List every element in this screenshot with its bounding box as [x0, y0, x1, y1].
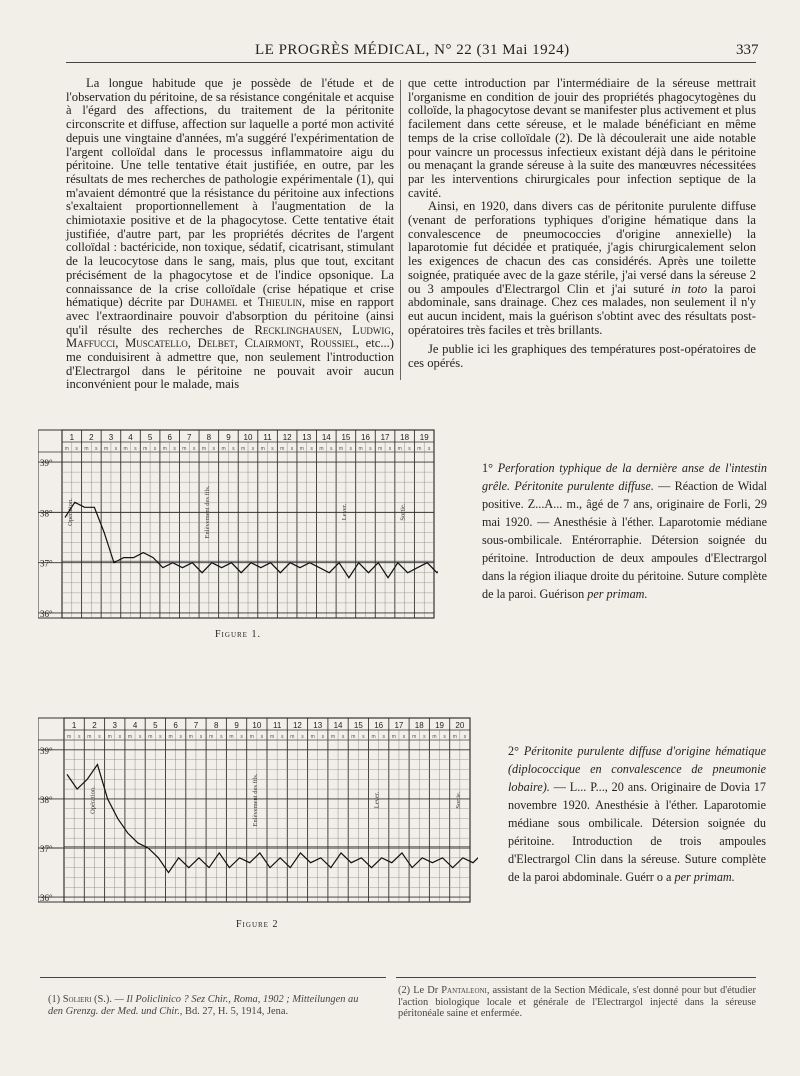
evening-label: s — [199, 734, 203, 740]
day-label: 6 — [167, 433, 172, 442]
evening-label: s — [423, 734, 426, 740]
day-label: 8 — [214, 721, 219, 730]
evening-label: s — [220, 734, 223, 740]
page-number: 337 — [736, 42, 759, 58]
caption-2-end: per primam. — [674, 870, 735, 884]
day-label: 17 — [394, 721, 404, 730]
day-label: 8 — [206, 433, 212, 442]
morning-label: m — [269, 734, 275, 740]
morning-label: m — [249, 734, 254, 740]
evening-label: s — [310, 446, 313, 452]
header-rule — [66, 62, 756, 63]
chart-annotation: Sortie. — [454, 791, 462, 809]
evening-label: s — [388, 446, 392, 452]
footnote-2-number: (2) — [398, 985, 411, 996]
chart-annotation: Enlèvement des fils. — [203, 485, 211, 539]
day-label: 18 — [414, 721, 424, 730]
chart-annotation: Sortie. — [399, 503, 407, 521]
morning-label: m — [127, 734, 133, 740]
day-label: 16 — [361, 433, 370, 442]
caption-1-title: Perforation typhique de la dernière anse de l'intestin grêle. Péritonite purulente diffuse. — [482, 461, 767, 493]
day-label: 3 — [108, 433, 114, 442]
day-label: 9 — [234, 721, 239, 730]
morning-label: m — [260, 446, 265, 452]
y-tick-label: 38° — [40, 508, 53, 519]
morning-label: m — [371, 734, 376, 740]
evening-label: s — [408, 446, 411, 452]
y-tick-label: 36° — [40, 893, 53, 904]
day-label: 10 — [252, 721, 262, 730]
left-text-2: , mise en rapport avec l'extraordinaire pouvoir d'absorption du péritoine (ainsi qu'il résulte des recherches de — [66, 295, 394, 337]
morning-label: m — [280, 446, 285, 452]
day-label: 5 — [147, 433, 153, 442]
y-tick-label: 39° — [40, 745, 53, 756]
author-thieulin: Thieulin — [257, 295, 302, 310]
day-label: 3 — [112, 721, 117, 730]
right-text-2b: la paroi abdominale, sans drainage. Chez ces malades, non seulement il n'y eut aucun incident, mais la guérison s'obtint avec des résultats post-opératoires très faciles et très brillants. — [408, 281, 756, 337]
chart-annotation: Lever. — [373, 791, 381, 809]
column-divider — [400, 80, 401, 380]
morning-label: m — [87, 734, 92, 740]
evening-label: s — [382, 734, 385, 740]
morning-label: m — [397, 446, 402, 452]
y-tick-label: 36° — [40, 608, 53, 619]
y-tick-label: 39° — [40, 458, 53, 469]
morning-label: m — [84, 446, 89, 452]
day-label: 13 — [302, 433, 312, 442]
running-header — [0, 42, 800, 64]
footnote-1-rest: Bd. 27, H. 5, 1914, Jena. — [185, 1005, 289, 1017]
morning-label: m — [330, 734, 336, 740]
morning-label: m — [103, 446, 109, 452]
day-label: 7 — [193, 721, 199, 730]
day-label: 6 — [173, 721, 178, 730]
evening-label: s — [341, 734, 345, 740]
figure-2-caption — [508, 742, 766, 886]
day-label: 12 — [292, 721, 302, 730]
morning-label: m — [66, 734, 72, 740]
caption-2-end-a: o a — [656, 870, 672, 884]
morning-label: m — [319, 446, 324, 452]
day-label: 14 — [333, 721, 343, 730]
evening-label: s — [179, 734, 182, 740]
evening-label: s — [212, 446, 215, 452]
chart-annotation: Opération. — [89, 786, 97, 814]
day-label: 4 — [132, 721, 138, 730]
author-list: Recklinghausen, Ludwig, Maffucci, Muscatello, Delbet, Clairmont, Roussiel — [66, 322, 395, 351]
morning-label: m — [417, 446, 422, 452]
journal-title: LE PROGRÈS MÉDICAL, N° 22 (31 Mai 1924) — [255, 42, 570, 58]
day-label: 15 — [353, 721, 363, 730]
day-label: 2 — [92, 721, 97, 730]
morning-label: m — [148, 734, 153, 740]
morning-label: m — [229, 734, 234, 740]
day-label: 19 — [435, 721, 445, 730]
evening-label: s — [290, 446, 294, 452]
morning-label: m — [123, 446, 128, 452]
day-label: 2 — [89, 433, 94, 442]
caption-1-body: — Réaction de Widal positive. Z...A... m., âgé de 7 ans, originaire de Forli, 29 mai 1920. — Anesthésie à l'éther. Laparotomie médiane sous-ombilicale. Entérorraphie. Détersion soignée du péritoine. Introduction de deux ampoules d'Electrargol dans la région iliaque droite du péritoine. Suture complète de la paroi. Guérison — [482, 479, 768, 601]
morning-label: m — [143, 446, 148, 452]
day-label: 19 — [419, 433, 429, 442]
day-label: 10 — [243, 433, 253, 442]
evening-label: s — [271, 446, 274, 452]
morning-label: m — [412, 734, 417, 740]
day-label: 18 — [400, 433, 410, 442]
morning-label: m — [310, 734, 315, 740]
evening-label: s — [301, 734, 304, 740]
morning-label: m — [107, 734, 112, 740]
right-paragraph-2 — [408, 200, 756, 337]
evening-label: s — [463, 734, 467, 740]
footnote-2-name: Pantaleoni — [441, 985, 487, 996]
evening-label: s — [232, 446, 235, 452]
footnote-2-lead: Le Dr — [413, 985, 439, 996]
day-label: 7 — [187, 433, 192, 442]
day-label: 9 — [226, 433, 231, 442]
evening-label: s — [114, 446, 118, 452]
morning-label: m — [338, 446, 344, 452]
left-column — [66, 77, 394, 392]
evening-label: s — [280, 734, 284, 740]
footnote-1-title: — Il Policlinico ? Sez Chir., Roma, 1902 ; Mitteilungen au den Grenzg. der Med. und Chir., — [48, 994, 359, 1017]
evening-label: s — [173, 446, 176, 452]
day-label: 12 — [282, 433, 292, 442]
day-label: 1 — [71, 721, 77, 730]
evening-label: s — [321, 734, 325, 740]
temperature-chart-2 — [38, 716, 478, 908]
morning-label: m — [162, 446, 167, 452]
conjunction: et — [243, 295, 253, 310]
morning-label: m — [432, 734, 437, 740]
evening-label: s — [369, 446, 372, 452]
morning-label: m — [452, 734, 457, 740]
right-paragraph-3: Je publie ici les graphiques des températures post-opératoires de ces opérés. — [408, 342, 756, 371]
evening-label: s — [77, 734, 81, 740]
day-label: 17 — [380, 433, 390, 442]
day-label: 5 — [153, 721, 158, 730]
morning-label: m — [378, 446, 383, 452]
footnote-rule-right — [396, 977, 756, 978]
figure-1-label: Figure 1. — [215, 629, 261, 640]
evening-label: s — [349, 446, 353, 452]
day-label: 11 — [272, 721, 282, 730]
evening-label: s — [402, 734, 406, 740]
temperature-chart-1 — [38, 428, 438, 623]
right-column — [408, 77, 756, 371]
day-label: 11 — [263, 433, 272, 442]
caption-2-title: Péritonite purulente diffuse d'origine hématique (diplococcique en convalescence de pneumonie lobaire). — [508, 744, 767, 794]
caption-1-number: 1° — [482, 461, 493, 475]
evening-label: s — [153, 446, 157, 452]
morning-label: m — [290, 734, 295, 740]
caption-2-body: — L... P..., 20 ans. Originaire de Dovia 17 novembre 1920. Anesthésie à l'éther. Laparotomie médiane sous ombilicale. Détersion soignée du péritoine. Introduction de trois ampoules d'Electrargol Clin dans la séreuse. Suture complète de la paroi abdominale. Guér — [508, 780, 766, 884]
footnote-1-number: (1) — [48, 994, 61, 1005]
morning-label: m — [299, 446, 304, 452]
morning-label: m — [391, 734, 396, 740]
morning-label: m — [241, 446, 246, 452]
morning-label: m — [201, 446, 207, 452]
evening-label: s — [98, 734, 101, 740]
y-tick-label: 37° — [40, 844, 53, 854]
day-label: 16 — [374, 721, 384, 730]
morning-label: m — [358, 446, 363, 452]
footnote-rule-left — [40, 977, 386, 978]
evening-label: s — [75, 446, 78, 452]
author-duhamel: Duhamel — [189, 295, 238, 310]
figure-1-caption — [482, 459, 767, 603]
evening-label: s — [260, 734, 264, 740]
morning-label: m — [188, 734, 193, 740]
chart-annotation: Opération. — [66, 498, 74, 526]
left-text-3: , etc...) me conduisirent à admettre que, non seulement l'introduction d'Electrargol dans le péritoine ne pouvait avoir aucun inconvénient pour le malade, mais — [66, 336, 394, 392]
caption-1-end: per primam. — [587, 587, 648, 601]
morning-label: m — [182, 446, 187, 452]
y-tick-label: 38° — [40, 794, 53, 805]
caption-2-number: 2° — [508, 744, 519, 758]
chart-annotation: Lever. — [340, 503, 348, 521]
evening-label: s — [240, 734, 243, 740]
evening-label: s — [95, 446, 98, 452]
evening-label: s — [138, 734, 142, 740]
evening-label: s — [134, 446, 137, 452]
morning-label: m — [168, 734, 173, 740]
footnote-2 — [398, 985, 756, 1020]
morning-label: m — [351, 734, 356, 740]
day-label: 15 — [341, 433, 351, 442]
left-text-1: La longue habitude que je possède de l'étude et de l'observation du péritoine, de sa résistance congénitale et acquise à l'égard des affections, du traitement de la péritonite circonscrite et diffuse, affection sur laquelle a porté mon activité depuis une vingtaine d'années, m'a suggéré l'expérimentation de l'argent colloïdal dans le processus inflammatoire aigu du péritoine. Une telle tentative était justifiée, en outre, par les résultats de mes recherches de pathologie expérimentale (1), qui m'avaient démontré que la résistance du péritoine aux infections s'exaltaient proportionnellement à l'augmentation de la chimiotaxie positive et de la phagocytose. Cette tentative était justifiée, d'autre part, par les propriétés décrites de l'argent colloïdal : bactéricide, non toxique, sédatif, cicatrisant, stimulant de la leucocytose dans le sang, mais, plus que tout, excitant précisément de la phagocytose et de l'indice opsonique. La connaissance de la crise colloïdale (crise hépatique et crise hématique) décrite par — [66, 76, 394, 310]
right-paragraph-1: que cette introduction par l'intermédiaire de la séreuse mettrait l'organisme en condition de jouir des propriétés phagocytogènes du colloïde, la phagocytose devant se manifester plus activement et plus facilement dans cette séreuse, et le malade bénéficiant en même temps de la crise colloïdale (2). De là découlerait une aide notable pour vaincre un processus infectieux existant déjà dans le péritoine ou menaçant la grande séreuse à la suite des manœuvres nécessitées par les interventions chirurgicales pour infection septique de la cavité. — [408, 76, 756, 200]
day-label: 4 — [128, 433, 133, 442]
y-tick-label: 37° — [40, 558, 53, 569]
evening-label: s — [192, 446, 196, 452]
day-label: 1 — [69, 433, 75, 442]
evening-label: s — [427, 446, 431, 452]
figure-2-label: Figure 2 — [236, 919, 279, 930]
left-paragraph — [66, 77, 394, 392]
day-label: 13 — [313, 721, 323, 730]
evening-label: s — [159, 734, 162, 740]
caption-2-gap: r — [649, 870, 654, 884]
evening-label: s — [362, 734, 365, 740]
day-label: 14 — [321, 433, 331, 442]
footnote-1-author: Solieri (S.). — [62, 994, 112, 1005]
morning-label: m — [64, 446, 69, 452]
in-toto: in toto — [670, 281, 708, 296]
evening-label: s — [251, 446, 255, 452]
day-label: 20 — [455, 721, 465, 730]
morning-label: m — [209, 734, 214, 740]
right-text-2a: Ainsi, en 1920, dans divers cas de péritonite purulente diffuse (venant de perforations typhiques d'origine hématique dans la convalescence de pneumococcies d'origine annexielle) la laparotomie fut décidée et pratiquée, j'agis chirurgicalement selon les exigences de chacun des cas considérés. Après une toilette soignée, pratiquée avec de la gaze stérile, j'ai versé dans la séreuse 2 ou 3 ampoules d'Electrargol Clin et j'ai suturé — [408, 199, 756, 296]
chart-annotation: Enlèvement des fils. — [251, 773, 259, 827]
morning-label: m — [221, 446, 226, 452]
footnote-1 — [48, 994, 368, 1017]
evening-label: s — [329, 446, 333, 452]
footnote-2-body: , assistant de la Section Médicale, s'est donné pour but d'étudier l'action biologique locale et générale de l'Electrargol injecté dans la séreuse péritonéale saine et enfermée. — [398, 985, 756, 1019]
evening-label: s — [443, 734, 446, 740]
evening-label: s — [118, 734, 122, 740]
